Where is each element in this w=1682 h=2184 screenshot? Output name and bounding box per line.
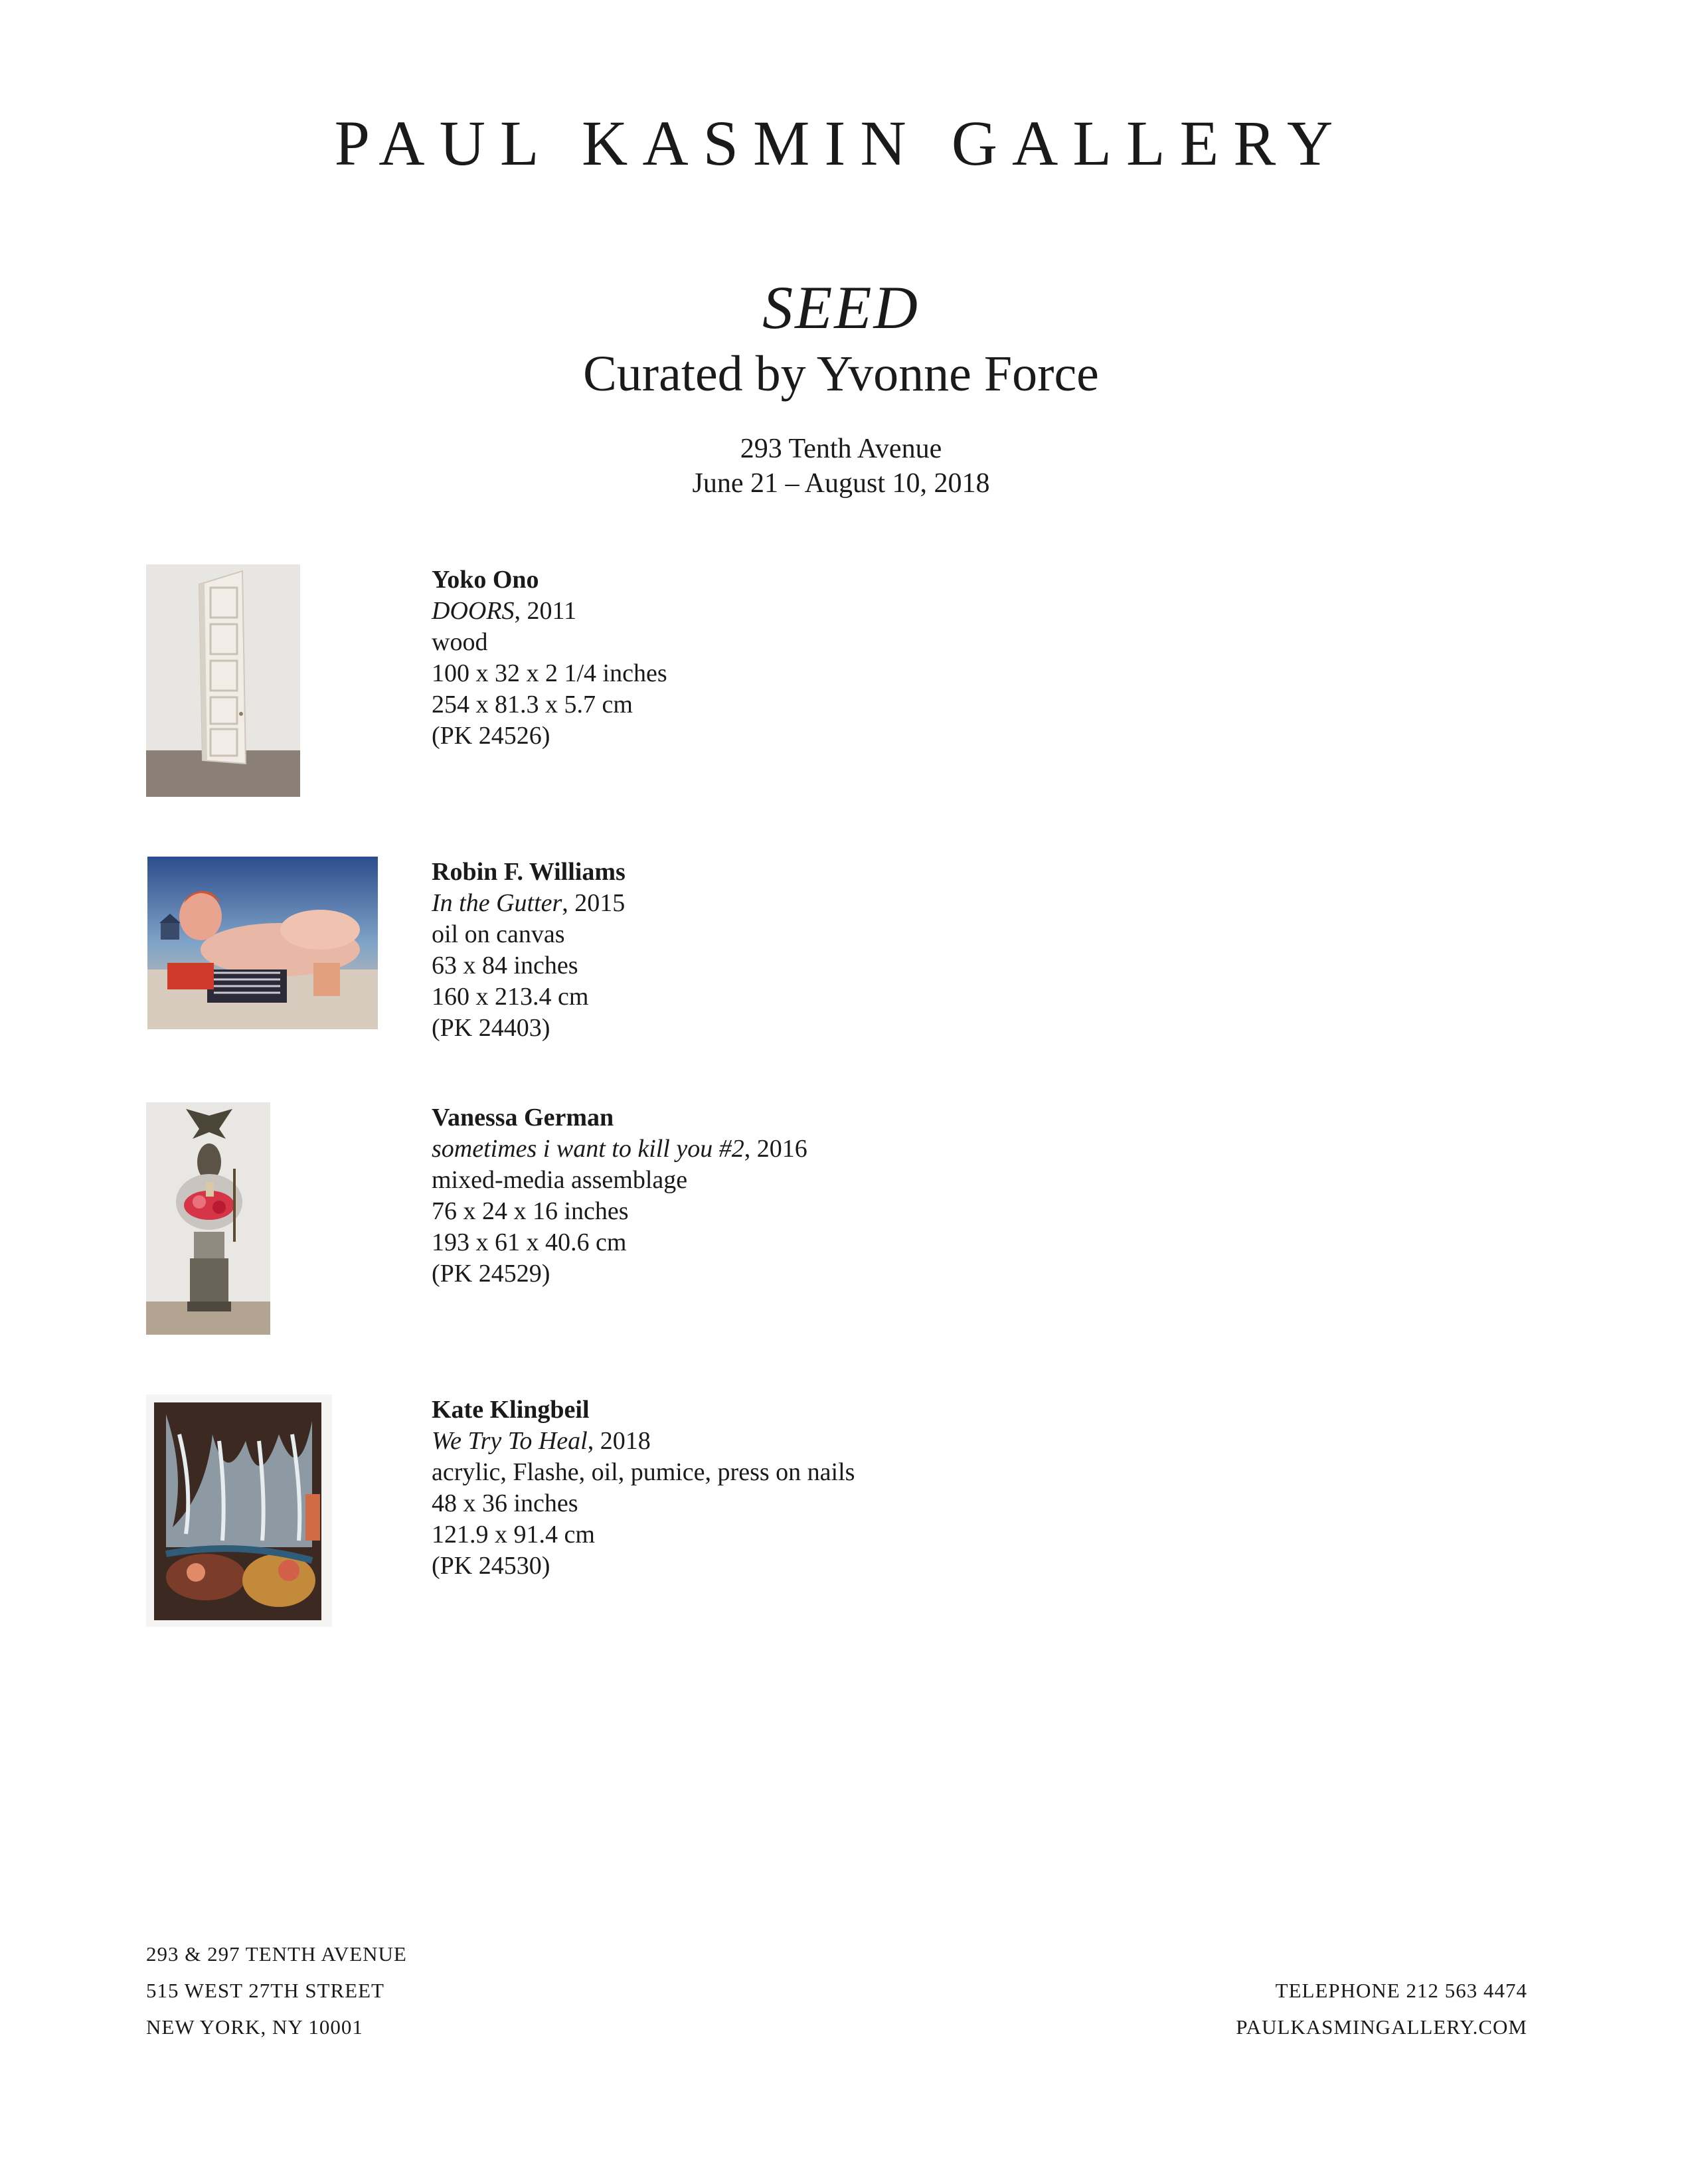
artwork-caption <box>432 564 667 752</box>
artwork-title-line <box>432 888 626 919</box>
exhibition-dates: June 21 – August 10, 2018 <box>692 468 990 499</box>
artwork-medium: mixed-media assemblage <box>432 1166 688 1194</box>
artwork-dimensions-inches: 76 x 24 x 16 inches <box>432 1197 629 1225</box>
artwork-dimensions-inches: 48 x 36 inches <box>432 1489 578 1517</box>
artist-name: Robin F. Williams <box>432 858 626 886</box>
artwork-dimensions-cm: 254 x 81.3 x 5.7 cm <box>432 691 633 718</box>
artwork-inventory-number: (PK 24526) <box>432 722 550 750</box>
artwork-dimensions-inches: 100 x 32 x 2 1/4 inches <box>432 659 667 687</box>
artwork-inventory-number: (PK 24529) <box>432 1260 550 1288</box>
artwork-year: , 2011 <box>514 597 577 625</box>
artwork-image-sometimes-i-want-to-kill-you <box>146 1102 270 1335</box>
artwork-year: , 2018 <box>587 1427 651 1455</box>
venue-info <box>0 432 1682 501</box>
artwork-caption <box>432 857 626 1044</box>
footer-address <box>146 1936 407 2045</box>
artwork-dimensions-cm: 193 x 61 x 40.6 cm <box>432 1228 627 1256</box>
footer-address-line: 293 & 297 TENTH AVENUE <box>146 1942 407 1966</box>
artist-name: Vanessa German <box>432 1104 614 1132</box>
artwork-medium: oil on canvas <box>432 920 565 948</box>
artwork-dimensions-cm: 121.9 x 91.4 cm <box>432 1521 595 1549</box>
gallery-name: PAUL KASMIN GALLERY <box>334 108 1348 179</box>
artwork-image-we-try-to-heal <box>146 1394 332 1627</box>
footer-website-link[interactable]: PAULKASMINGALLERY.COM <box>1236 2015 1527 2039</box>
artwork-medium: acrylic, Flashe, oil, pumice, press on nails <box>432 1458 855 1486</box>
artwork-title: sometimes i want to kill you #2 <box>432 1135 744 1163</box>
artwork-dimensions-inches: 63 x 84 inches <box>432 952 578 979</box>
venue-address: 293 Tenth Avenue <box>740 434 942 464</box>
footer-address-line: NEW YORK, NY 10001 <box>146 2015 363 2039</box>
artist-name: Yoko Ono <box>432 566 539 594</box>
artwork-caption <box>432 1394 855 1582</box>
artwork-caption <box>432 1102 807 1290</box>
artwork-dimensions-cm: 160 x 213.4 cm <box>432 983 589 1011</box>
artwork-year: , 2016 <box>744 1135 807 1163</box>
show-title: SEED <box>762 274 920 341</box>
artwork-title: We Try To Heal <box>432 1427 588 1455</box>
artwork-inventory-number: (PK 24403) <box>432 1014 550 1042</box>
footer-address-line: 515 WEST 27TH STREET <box>146 1979 384 2002</box>
footer-contact <box>1236 1972 1527 2045</box>
artwork-medium: wood <box>432 628 488 656</box>
curator-line: Curated by Yvonne Force <box>583 346 1099 402</box>
artwork-inventory-number: (PK 24530) <box>432 1552 550 1580</box>
artwork-year: , 2015 <box>562 889 626 917</box>
artwork-image-doors <box>146 564 300 797</box>
artwork-title: In the Gutter <box>432 889 562 917</box>
artist-name: Kate Klingbeil <box>432 1396 590 1424</box>
artwork-image-in-the-gutter <box>147 857 378 1029</box>
footer-telephone: TELEPHONE 212 563 4474 <box>1275 1979 1527 2002</box>
artwork-title-line <box>432 1426 855 1457</box>
artwork-title: DOORS <box>432 597 515 625</box>
artwork-title-line <box>432 1134 807 1165</box>
artwork-title-line <box>432 596 667 627</box>
